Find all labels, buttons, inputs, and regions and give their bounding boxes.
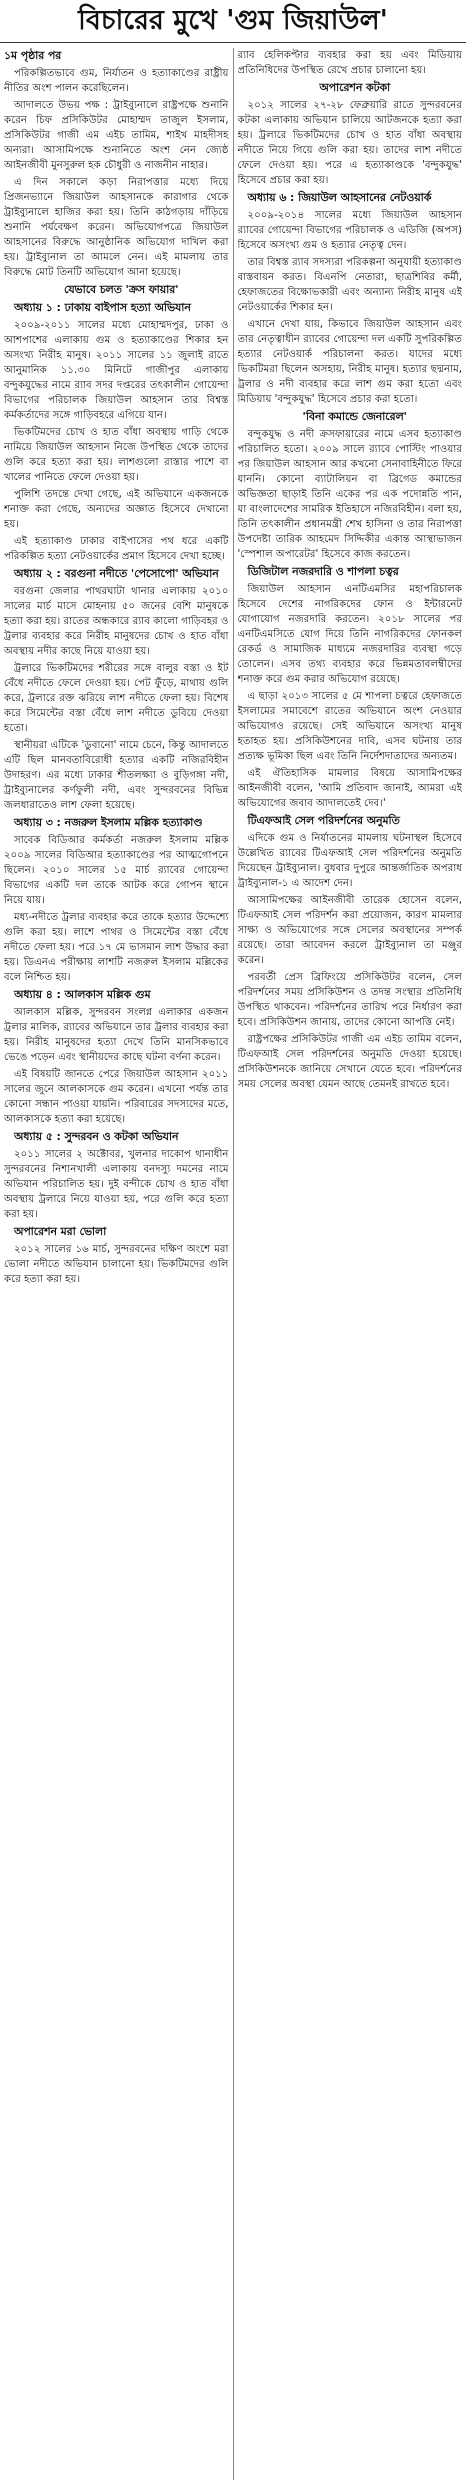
paragraph: ২০০৯-২০১৪ সালের মধ্যে জিয়াউল আহসান র‍্যাবের গোয়েন্দা বিভাগের পরিচালক ও এডিজি (অপস) হিসেবে অসংখ্য গুম ও হত্যার নেতৃত্ব দেন। xyxy=(237,210,462,251)
paragraph: এ ছাড়া ২০১৩ সালের ৫ মে শাপলা চত্বরে হেফাজতে ইসলামের সমাবেশে রাতের অভিযানে অংশ নেওয়ার অভিযোগও রয়েছে। সেই অভিযানে অসংখ্য মানুষ হতাহত হয়। প্রসিকিউশনের দাবি, এসব ঘটনায় তার প্রত্যক্ষ ভূমিকা ছিল এবং তিনি নির্দেশদাতাদের অন্যতম। xyxy=(237,691,462,762)
paragraph: র‍্যাব হেলিকপ্টার ব্যবহার করা হয় এবং মিডিয়ায় প্রতিনিধিদের উপস্থিত রেখে প্রচার চালানো হয়। xyxy=(237,50,462,76)
section-heading: যেভাবে চলত 'ক্রস ফায়ার' xyxy=(63,283,179,296)
continued-marker: ১ম পৃষ্ঠার পর xyxy=(4,49,62,62)
paragraph: পরবর্তী প্রেস ব্রিফিংয়ে প্রসিকিউটর বলেন, সেল পরিদর্শনের সময় প্রসিকিউশন ও তদন্ত সংস্থার প্রতিনিধি উপস্থিত থাকবেন। পরিদর্শনের তারিখ পরে নির্ধারণ করা হবে। প্রসিকিউশন জানায়, তাদের কোনো আপত্তি নেই। xyxy=(237,972,462,1028)
paragraph: বরগুনা জেলার পাথরঘাটা থানার এলাকায় ২০১০ সালের মার্চ মাসে মোহনায় ৫০ জনের বেশি মানুষকে হত্যা করা হয়। রাতের অন্ধকারে র‍্যাব কালো গাড়িবহর ও ট্রলার ব্যবহার করে নিরীহ মানুষদের চোখ ও হাত বাঁধা অবস্থায় নদীর কাছে নিয়ে যাওয়া হয়। xyxy=(4,586,229,657)
paragraph: এই হত্যাকাণ্ড ঢাকার বাইপাসের পথ ধরে একটি পরিকল্পিত হত্যা নেটওয়ার্কের প্রমাণ হিসেবে দেখা হচ্ছে। xyxy=(4,536,229,562)
chapter-heading: অধ্যায় ৩ : নজরুল ইসলাম মল্লিক হত্যাকাণ্ড xyxy=(14,816,203,829)
paragraph: আলকাস মল্লিক, সুন্দরবন সংলগ্ন এলাকার একজন ট্রলার মালিক, র‍্যাবের অভিযানে তার ট্রলার ব্যবহার করা হয়। নিরীহ মানুষদের হত্যা দেখে তিনি মানসিকভাবে ভেঙে পড়েন এবং স্থানীয়দের কাছে ঘটনা বর্ণনা করেন। xyxy=(4,1007,229,1063)
chapter-heading: অধ্যায় ২ : বরগুনা নদীতে 'পেসোপো' অভিযান xyxy=(14,567,219,580)
paragraph: এদিকে গুম ও নির্যাতনের মামলায় ঘটনাস্থল হিসেবে উল্লেখিত র‍্যাবের টিএফআই সেল পরিদর্শনের অনুমতি দিয়েছেন ট্রাইব্যুনাল। বুধবার দুপুরে আন্তর্জাতিক অপরাধ ট্রাইব্যুনাল-১ এ আদেশ দেন। xyxy=(237,833,462,889)
section-heading: 'বিনা কমান্ডে জেনারেল' xyxy=(302,410,407,423)
paragraph: এই ঐতিহাসিক মামলার বিষয়ে আসামিপক্ষের আইনজীবী বলেন, 'আমি প্রতিবাদ জানাই, আমরা এই অভিযোগের জবাব আদালতেই দেব।' xyxy=(237,768,462,809)
paragraph: ২০১১ সালের ২ অক্টোবর, খুলনার দাকোপ থানাধীন সুন্দরবনের নিশানখালী এলাকায় বনদস্যু দমনের নামে অভিযান পরিচালিত হয়। দুই বন্দীকে চোখ ও হাত বাঁধা অবস্থায় ট্রলারে নিয়ে যাওয়া হয়, পরে গুলি করে হত্যা করা হয়। xyxy=(4,1149,229,1220)
paragraph: ভিকটিমদের চোখ ও হাত বাঁধা অবস্থায় গাড়ি থেকে নামিয়ে জিয়াউল আহসান নিজে উপস্থিত থেকে তাদের গুলি করে হত্যা করা হয়। লাশগুলো রাস্তার পাশে বা খালের পানিতে ফেলে দেওয়া হয়। xyxy=(4,427,229,483)
headline: বিচারের মুখে 'গুম জিয়াউল' xyxy=(0,0,466,43)
subsection-heading: অপারেশন কটকা xyxy=(319,81,391,94)
column-divider xyxy=(233,48,234,2480)
right-column xyxy=(238,48,463,2480)
paragraph: ২০১২ সালের ২৭-২৮ ফেব্রুয়ারি রাতে সুন্দরবনের কটকা এলাকায় অভিযান চালিয়ে আটজনকে হত্যা করা হয়। ট্রলারে ভিকটিমদের চোখ ও হাত বাঁধা অবস্থায় নদীতে নিয়ে গিয়ে গুলি করা হয়। তাদের লাশ নদীতে ফেলে দেওয়া হয়। পরে এ হত্যাকাণ্ডকে 'বন্দুকযুদ্ধ' হিসেবে প্রচার করা হয়। xyxy=(237,100,462,186)
paragraph: বন্দুকযুদ্ধ ও নদী ক্রসফায়ারের নামে এসব হত্যাকাণ্ড পরিচালিত হতো। ২০০৯ সালে র‍্যাবে পোস্টিং পাওয়ার পর জিয়াউল আহসান আর কখনো সেনাবাহিনীতে ফিরে যাননি। কোনো ব্যাটালিয়ন বা ব্রিগেড কমান্ডের অভিজ্ঞতা ছাড়াই তিনি একের পর এক পদোন্নতি পান, যা বাংলাদেশের সামরিক ইতিহাসে নজিরবিহীন। বলা হয়, তিনি তৎকালীন প্রধানমন্ত্রী শেখ হাসিনা ও তার নিরাপত্তা উপদেষ্টা তারিক আহমেদ সিদ্দিকীর একান্ত আস্থাভাজন 'স্পেশাল অপারেটর' হিসেবে কাজ করতেন। xyxy=(237,429,462,560)
article-body xyxy=(4,48,462,2480)
paragraph: পরিকল্পিতভাবে গুম, নির্যাতন ও হত্যাকাণ্ডের রাষ্ট্রীয় নীতির অংশ পালন করেছিলেন। xyxy=(4,68,229,94)
paragraph: স্থানীয়রা এটিকে 'ডুবানো' নামে চেনে, কিন্তু আদালতে এটি ছিল মানবতাবিরোধী হত্যার একটি নজিরবিহীন উদাহরণ। এর মধ্যে ঢাকার শীতলক্ষ্যা ও বুড়িগঙ্গা নদী, ট্রাইব্যুনালের কর্ণফুলী নদী, এবং সুন্দরবনের বিভিন্ন জলধারাতেও লাশ ফেলা হয়েছে। xyxy=(4,740,229,811)
paragraph: এখানে দেখা যায়, কিভাবে জিয়াউল আহসান এবং তার নেতৃত্বাধীন র‍্যাবের গোয়েন্দা দল একটি সুপরিকল্পিত হত্যার নেটওয়ার্ক পরিচালনা করত। যাদের মধ্যে ভিকটিমরা ছিলেন অসহায়, নিরীহ মানুষ। হত্যার ছদ্মনাম, ট্রলার ও নদী ব্যবহার করে লাশ গুম করা হতো এবং মিডিয়ায় 'বন্দুকযুদ্ধ' হিসেবে প্রচার করা হতো। xyxy=(237,319,462,405)
chapter-heading: অধ্যায় ৫ : সুন্দরবন ও কটকা অভিযান xyxy=(14,1130,179,1143)
paragraph: আদালতে উভয় পক্ষ : ট্রাইব্যুনালে রাষ্ট্রপক্ষে শুনানি করেন চিফ প্রসিকিউটর মোহাম্মদ তাজুল ইসলাম, প্রসিকিউটর গাজী এম এইচ তামিম, শাইখ মাহদীসহ অন্যরা। আসামিপক্ষে শুনানিতে অংশ নেন জ্যেষ্ঠ আইনজীবী মুনসুরুল হক চৌধুরী ও নাজনীন নাহার। xyxy=(4,100,229,171)
section-heading: টিএফআই সেল পরিদর্শনের অনুমতি xyxy=(247,814,400,827)
paragraph: ২০১২ সালের ১৬ মার্চ, সুন্দরবনের দক্ষিণ অংশে মরা ভোলা নদীতে অভিযান চালানো হয়। ভিকটিমদের গুলি করে হত্যা করা হয়। xyxy=(4,1244,229,1285)
paragraph: রাষ্ট্রপক্ষের প্রসিকিউটর গাজী এম এইচ তামিম বলেন, টিএফআই সেল পরিদর্শনের অনুমতি দেওয়া হয়েছে। প্রসিকিউশনকে জানিয়ে সেখানে যেতে হবে। পরিদর্শনের সময় সেলের অবস্থা যেমন আছে তেমনই রাখতে হবে। xyxy=(237,1034,462,1090)
section-heading: ডিজিটাল নজরদারি ও শাপলা চত্বর xyxy=(247,565,399,578)
subsection-heading: অপারেশন মরা ভোলা xyxy=(14,1225,107,1238)
paragraph: এ দিন সকালে কড়া নিরাপত্তার মধ্যে দিয়ে প্রিজনভ্যানে জিয়াউল আহসানকে কারাগার থেকে ট্রাইব্যুনালে হাজির করা হয়। তিনি কাঠগড়ায় দাঁড়িয়ে শুনানি পর্যবেক্ষণ করেন। অভিযোগপত্রে জিয়াউল আহসানের বিরুদ্ধে আনুষ্ঠানিক অভিযোগ দাখিল করা হয়। ট্রাইব্যুনাল তা আমলে নেন। এই মামলায় তার বিরুদ্ধে মোট তিনটি অভিযোগ আনা হয়েছে। xyxy=(4,177,229,278)
paragraph: পুলিশি তদন্তে দেখা গেছে, এই অভিযানে একজনকে শনাক্ত করা গেছে, অন্যদের অজ্ঞাত হিসেবে দেখানো হয়। xyxy=(4,489,229,530)
paragraph: ট্রলারে ভিকটিমদের শরীরের সঙ্গে বালুর বস্তা ও ইট বেঁধে নদীতে ফেলে দেওয়া হয়। পেট ফুঁড়ে, মাথায় গুলি করে, ট্রলারে রক্ত ঝরিয়ে লাশ নদীতে ফেলা হয়। বিশেষ করে সিমেন্টের বস্তা বেঁধে লাশ নদীতে ডুবিয়ে দেওয়া হতো। xyxy=(4,663,229,734)
chapter-heading: অধ্যায় ১ : ঢাকায় বাইপাস হত্যা অভিযান xyxy=(14,301,191,314)
paragraph: এই বিষয়টি জানতে পেরে জিয়াউল আহসান ২০১১ সালের জুনে আলকাসকে গুম করেন। এখনো পর্যন্ত তার কোনো সন্ধান পাওয়া যায়নি। পরিবারের সদস্যদের মতে, আলকাসকে হত্যা করা হয়েছে। xyxy=(4,1069,229,1125)
paragraph: মধ্য-নদীতে ট্রলার ব্যবহার করে তাকে হত্যার উদ্দেশ্যে গুলি করা হয়। লাশে পাথর ও সিমেন্টের বস্তা বেঁধে নদীতে ফেলা হয়। পরে ১৭ মে ভাসমান লাশ উদ্ধার করা হয়। ডিএনএ পরীক্ষায় লাশটি নজরুল ইসলাম মল্লিকের বলে নিশ্চিত হয়। xyxy=(4,912,229,983)
paragraph: জিয়াউল আহসান এনটিএমসির মহাপরিচালক হিসেবে দেশের নাগরিকদের ফোন ও ইন্টারনেট যোগাযোগ নজরদারি করতেন। ২০১৮ সালের পর এনটিএমসিতে যোগ দিয়ে তিনি নাগরিকদের ফোনকল রেকর্ড ও সামাজিক মাধ্যমে নজরদারির ব্যবস্থা গড়ে তোলেন। এসব তথ্য ব্যবহার করে ভিন্নমতাবলম্বীদের শনাক্ত করে গুম করার অভিযোগ রয়েছে। xyxy=(237,584,462,685)
paragraph: তার বিশ্বস্ত র‍্যাব সদস্যরা পরিকল্পনা অনুযায়ী হত্যাকাণ্ড বাস্তবায়ন করত। বিএনপি নেতারা, ছাত্রশিবির কর্মী, হেফাজতের বিক্ষোভকারী এবং অন্যান্য নিরীহ মানুষ এই নেটওয়ার্কের শিকার হন। xyxy=(237,257,462,313)
paragraph: ২০০৯-২০১১ সালের মধ্যে মোহাম্মদপুর, ঢাকা ও আশপাশের এলাকায় গুম ও হত্যাকাণ্ডের শিকার হন অসংখ্য নিরীহ মানুষ। ২০১১ সালের ১১ জুলাই রাতে আনুমানিক ১১.৩০ মিনিটে গাজীপুর এলাকায় বন্দুকযুদ্ধের নামে র‍্যাব সদর দপ্তরের তৎকালীন গোয়েন্দা বিভাগের পরিচালক জিয়াউল আহসান তার বিশ্বস্ত কর্মকর্তাদের সঙ্গে গাড়িবহরে এগিয়ে যান। xyxy=(4,320,229,421)
chapter-heading: অধ্যায় ৬ : জিয়াউল আহসানের নেটওয়ার্ক xyxy=(247,191,432,204)
chapter-heading: অধ্যায় ৪ : আলকাস মল্লিক গুম xyxy=(14,988,151,1001)
paragraph: সাবেক বিডিআর কর্মকর্তা নজরুল ইসলাম মল্লিক ২০০৯ সালের বিডিআর হত্যাকাণ্ডের পর আত্মগোপনে ছিলেন। ২০১০ সালের ১৫ মার্চ র‍্যাবের গোয়েন্দা বিভাগের একটি দল তাকে আটক করে গোপন স্থানে নিয়ে যায়। xyxy=(4,835,229,906)
paragraph: আসামিপক্ষের আইনজীবী তারেক হোসেন বলেন, টিএফআই সেল পরিদর্শন করা প্রয়োজন, কারণ মামলার সাক্ষ্য ও অভিযোগের সঙ্গে সেলের অবস্থানের সম্পর্ক রয়েছে। তারা আবেদন করলে ট্রাইব্যুনাল তা মঞ্জুর করেন। xyxy=(237,895,462,966)
left-column xyxy=(4,48,229,2480)
